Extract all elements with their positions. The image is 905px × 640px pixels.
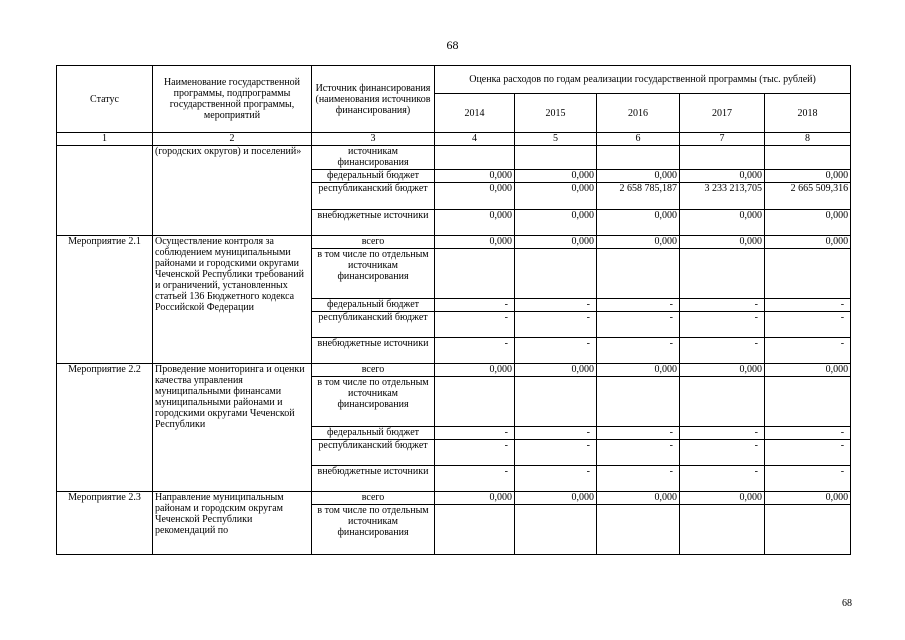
value-cell: -: [515, 299, 597, 312]
value-cell: -: [765, 338, 851, 364]
value-cell: 0,000: [680, 364, 765, 377]
value-cell: 0,000: [597, 236, 680, 249]
value-cell: 0,000: [515, 364, 597, 377]
header-row-1: [57, 66, 851, 94]
source-cell: внебюджетные источники: [312, 338, 435, 364]
value-cell: [680, 505, 765, 555]
value-cell: [435, 249, 515, 299]
value-cell: -: [515, 312, 597, 338]
value-cell: -: [435, 466, 515, 492]
header-year: 2016: [597, 94, 680, 133]
col-number: 5: [515, 133, 597, 146]
value-cell: -: [680, 312, 765, 338]
source-cell: внебюджетные источники: [312, 466, 435, 492]
page-number-bottom: 68: [842, 598, 852, 609]
value-cell: [765, 249, 851, 299]
value-cell: 0,000: [765, 170, 851, 183]
value-cell: 0,000: [680, 210, 765, 236]
value-cell: 0,000: [435, 492, 515, 505]
value-cell: 0,000: [765, 364, 851, 377]
header-name: Наименование государственной программы, подпрограммы государственной программы, мероприятий: [153, 66, 312, 133]
value-cell: [680, 249, 765, 299]
activity-name: (городских округов) и поселений»: [153, 146, 312, 236]
value-cell: [597, 249, 680, 299]
value-cell: [435, 505, 515, 555]
header-year: 2015: [515, 94, 597, 133]
value-cell: 3 233 213,705: [680, 183, 765, 210]
value-cell: 2 658 785,187: [597, 183, 680, 210]
value-cell: 0,000: [765, 210, 851, 236]
value-cell: -: [435, 427, 515, 440]
table-row: [57, 236, 851, 249]
value-cell: 0,000: [515, 210, 597, 236]
value-cell: [597, 505, 680, 555]
value-cell: -: [515, 466, 597, 492]
value-cell: [515, 377, 597, 427]
activity-status: Мероприятие 2.1: [57, 236, 153, 364]
value-cell: [680, 146, 765, 170]
column-number-row: [57, 133, 851, 146]
value-cell: -: [765, 427, 851, 440]
value-cell: 2 665 509,316: [765, 183, 851, 210]
value-cell: [515, 146, 597, 170]
header-estimate: Оценка расходов по годам реализации государственной программы (тыс. рублей): [435, 66, 851, 94]
source-cell: внебюджетные источники: [312, 210, 435, 236]
value-cell: 0,000: [597, 170, 680, 183]
source-cell: в том числе по отдельным источникам финансирования: [312, 377, 435, 427]
source-cell: республиканский бюджет: [312, 312, 435, 338]
col-number: 4: [435, 133, 515, 146]
value-cell: 0,000: [597, 492, 680, 505]
header-status: Статус: [57, 66, 153, 133]
value-cell: [597, 377, 680, 427]
value-cell: 0,000: [435, 183, 515, 210]
page-number-top: 68: [446, 38, 459, 52]
header-year: 2014: [435, 94, 515, 133]
source-cell: в том числе по отдельным источникам финансирования: [312, 505, 435, 555]
value-cell: [515, 249, 597, 299]
source-cell: республиканский бюджет: [312, 440, 435, 466]
value-cell: 0,000: [680, 236, 765, 249]
value-cell: 0,000: [765, 236, 851, 249]
status-cell: [57, 146, 153, 236]
value-cell: 0,000: [597, 364, 680, 377]
value-cell: -: [435, 440, 515, 466]
value-cell: -: [597, 466, 680, 492]
source-cell: федеральный бюджет: [312, 170, 435, 183]
value-cell: -: [680, 427, 765, 440]
value-cell: 0,000: [435, 236, 515, 249]
value-cell: -: [435, 338, 515, 364]
col-number: 6: [597, 133, 680, 146]
value-cell: -: [435, 312, 515, 338]
source-cell: федеральный бюджет: [312, 427, 435, 440]
header-year: 2017: [680, 94, 765, 133]
budget-table: [56, 65, 851, 555]
value-cell: -: [597, 299, 680, 312]
value-cell: [515, 505, 597, 555]
value-cell: 0,000: [765, 492, 851, 505]
col-number: 7: [680, 133, 765, 146]
col-number: 1: [57, 133, 153, 146]
value-cell: [765, 505, 851, 555]
table-row: [57, 146, 851, 170]
table-row: [57, 364, 851, 377]
header-source: Источник финансирования (наименования источников финансирования): [312, 66, 435, 133]
value-cell: -: [597, 440, 680, 466]
source-cell: источникам финансирования: [312, 146, 435, 170]
value-cell: 0,000: [515, 236, 597, 249]
activity-name: Проведение мониторинга и оценки качества управления муниципальными финансами муниципальными районами и городскими округами Чеченской Республики: [153, 364, 312, 492]
value-cell: 0,000: [435, 170, 515, 183]
value-cell: [435, 146, 515, 170]
value-cell: -: [515, 427, 597, 440]
value-cell: [765, 377, 851, 427]
value-cell: -: [515, 440, 597, 466]
header-year: 2018: [765, 94, 851, 133]
source-cell: федеральный бюджет: [312, 299, 435, 312]
value-cell: -: [680, 440, 765, 466]
value-cell: -: [765, 312, 851, 338]
value-cell: -: [765, 440, 851, 466]
value-cell: 0,000: [680, 170, 765, 183]
source-cell: всего: [312, 492, 435, 505]
value-cell: -: [680, 338, 765, 364]
source-cell: республиканский бюджет: [312, 183, 435, 210]
value-cell: [597, 146, 680, 170]
value-cell: 0,000: [515, 170, 597, 183]
activity-name: Осуществление контроля за соблюдением муниципальными районами и городскими округами Чеченской Республики требований и ограничений, установленных статьей 136 Бюджетного кодекса Российской Федерации: [153, 236, 312, 364]
value-cell: -: [680, 299, 765, 312]
value-cell: -: [597, 312, 680, 338]
activity-name: Направление муниципальным районам и городским округам Чеченской Республики рекомендаций по: [153, 492, 312, 555]
value-cell: -: [435, 299, 515, 312]
activity-status: Мероприятие 2.3: [57, 492, 153, 555]
value-cell: -: [765, 299, 851, 312]
value-cell: [765, 146, 851, 170]
value-cell: 0,000: [515, 492, 597, 505]
activity-status: Мероприятие 2.2: [57, 364, 153, 492]
value-cell: [680, 377, 765, 427]
value-cell: -: [515, 338, 597, 364]
source-cell: всего: [312, 364, 435, 377]
value-cell: 0,000: [435, 364, 515, 377]
value-cell: 0,000: [680, 492, 765, 505]
value-cell: [435, 377, 515, 427]
col-number: 3: [312, 133, 435, 146]
value-cell: -: [597, 427, 680, 440]
value-cell: -: [680, 466, 765, 492]
table-row: [57, 492, 851, 505]
value-cell: -: [597, 338, 680, 364]
source-cell: всего: [312, 236, 435, 249]
col-number: 8: [765, 133, 851, 146]
value-cell: 0,000: [515, 183, 597, 210]
source-cell: в том числе по отдельным источникам финансирования: [312, 249, 435, 299]
value-cell: 0,000: [435, 210, 515, 236]
col-number: 2: [153, 133, 312, 146]
value-cell: 0,000: [597, 210, 680, 236]
value-cell: -: [765, 466, 851, 492]
